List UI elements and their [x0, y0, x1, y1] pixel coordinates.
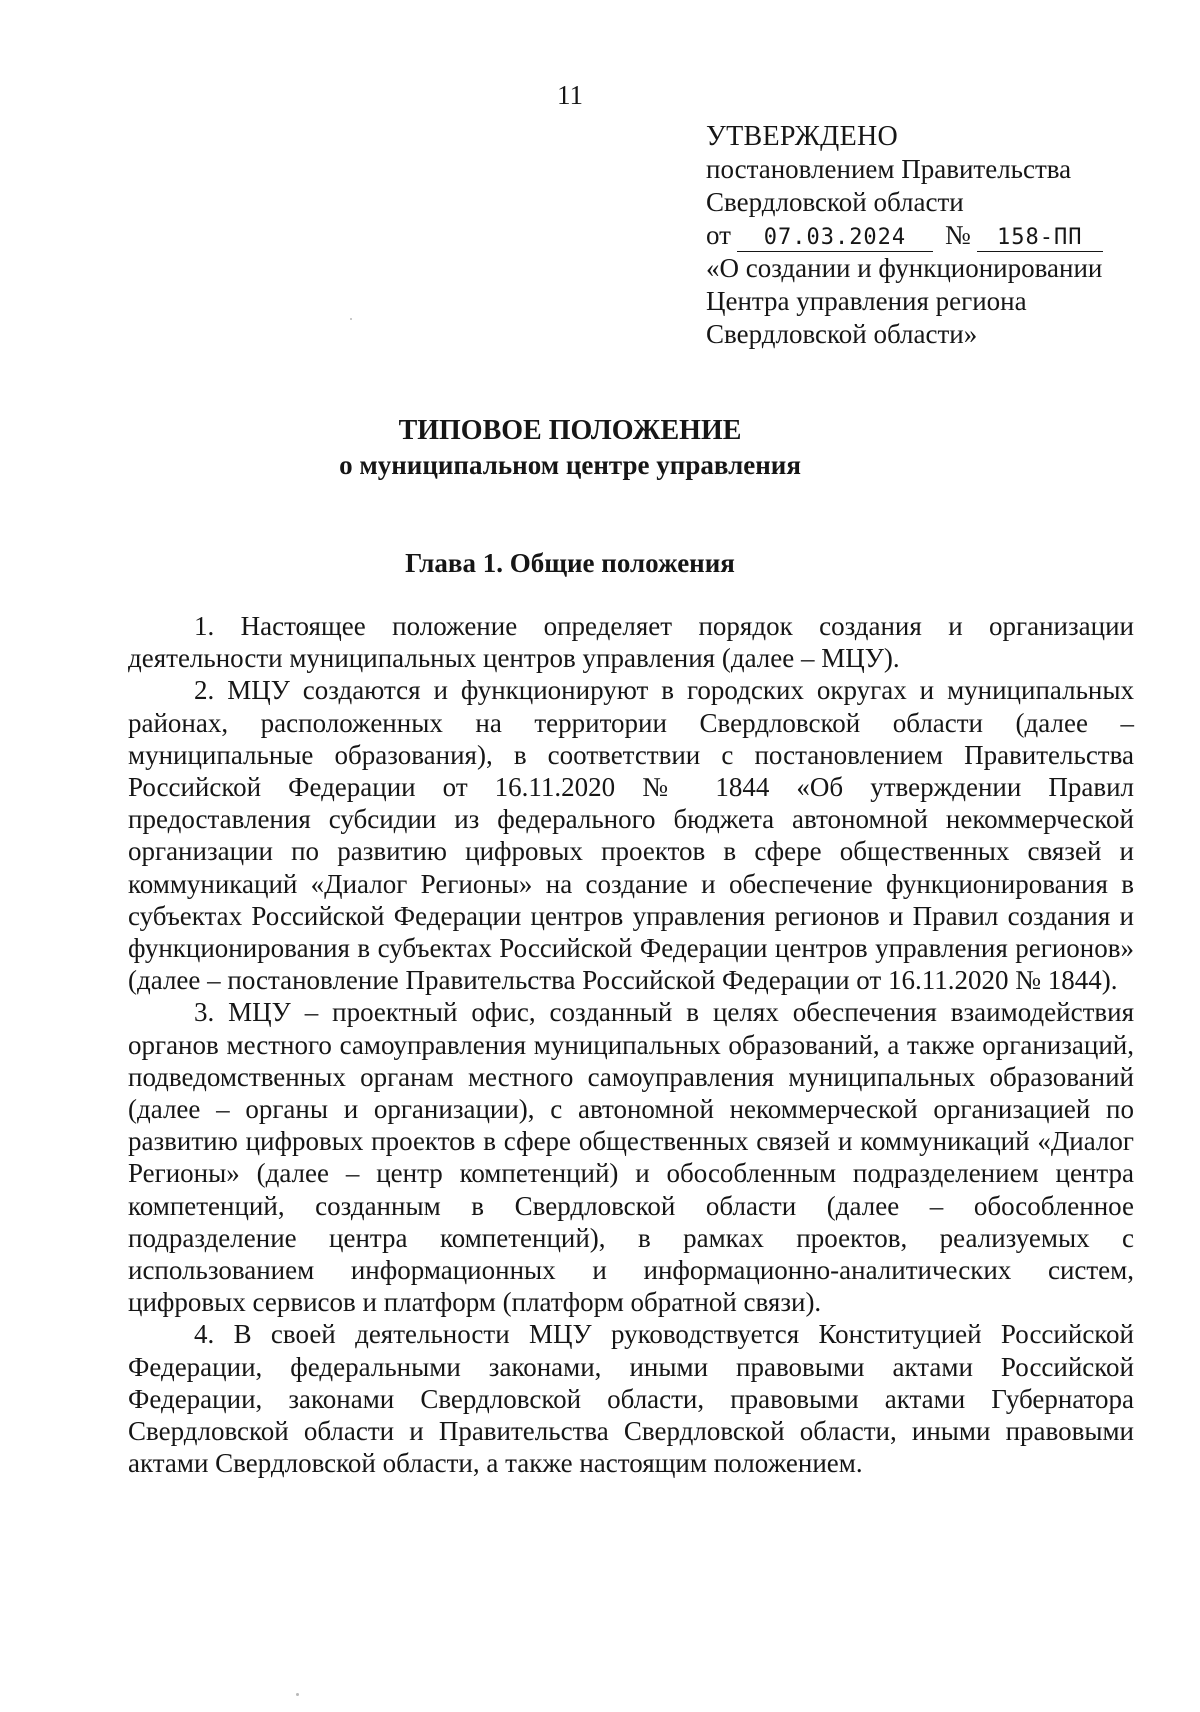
- chapter-heading: Глава 1. Общие положения: [405, 548, 735, 578]
- document-title-main: ТИПОВОЕ ПОЛОЖЕНИЕ: [398, 415, 742, 446]
- approval-line-4: «О создании и функционировании: [706, 253, 1103, 283]
- approval-date: 07.03.2024: [737, 225, 933, 252]
- scan-speck: [296, 1693, 299, 1696]
- approval-block: [706, 120, 1176, 351]
- document-title: [0, 414, 1170, 482]
- from-label: от: [706, 220, 731, 250]
- paragraph-3: 3. МЦУ – проектный офис, созданный в целях обеспечения взаимодействия органов местного самоуправления муниципальных образований, а также организаций, подведомственных органам местного самоуправления муниципальных образований (далее – органы и организации), с автономной некоммерческой организацией по развитию цифровых проектов в сфере общественных связей и коммуникаций «Диалог Регионы» (далее – центр компетенций) и обособленным подразделением центра компетенций, созданным в Свердловской области (далее – обособленное подразделение центра компетенций), в рамках проектов, реализуемых с использованием информационных и информационно-аналитических систем, цифровых сервисов и платформ (платформ обратной связи).: [128, 997, 1134, 1318]
- approval-line-5: Центра управления региона: [706, 286, 1027, 316]
- scan-speck: [350, 318, 352, 320]
- approval-line-6: Свердловской области»: [706, 319, 978, 349]
- body-text: [128, 610, 1134, 1479]
- approval-stamp: УТВЕРЖДЕНО: [706, 121, 899, 152]
- approval-date-number-line: [706, 219, 1176, 252]
- paragraph-4: 4. В своей деятельности МЦУ руководствуется Конституцией Российской Федерации, федеральными законами, иными правовыми актами Российской Федерации, законами Свердловской области, правовыми актами Губернатора Свердловской области и Правительства Свердловской области, иными правовыми актами Свердловской области, а также настоящим положением.: [128, 1319, 1134, 1479]
- approval-number: 158-ПП: [977, 225, 1103, 252]
- approval-line-1: постановлением Правительства: [706, 154, 1072, 184]
- page-number: 11: [557, 80, 583, 110]
- document-title-sub: о муниципальном центре управления: [339, 450, 801, 480]
- paragraph-2: 2. МЦУ создаются и функционируют в городских округах и муниципальных районах, расположенных на территории Свердловской области (далее – муниципальные образования), в соответствии с постановлением Правительства Российской Федерации от 16.11.2020 № 1844 «Об утверждении Правил предоставления субсидии из федерального бюджета автономной некоммерческой организации по развитию цифровых проектов в сфере общественных связей и коммуникаций «Диалог Регионы» на создание и обеспечение функционирования в субъектах Российской Федерации центров управления регионов и Правил создания и функционирования в субъектах Российской Федерации центров управления регионов» (далее – постановление Правительства Российской Федерации от 16.11.2020 № 1844).: [128, 675, 1134, 996]
- approval-line-2: Свердловской области: [706, 187, 964, 217]
- number-sign: №: [944, 220, 971, 250]
- paragraph-1: 1. Настоящее положение определяет порядок создания и организации деятельности муниципальных центров управления (далее – МЦУ).: [128, 611, 1134, 674]
